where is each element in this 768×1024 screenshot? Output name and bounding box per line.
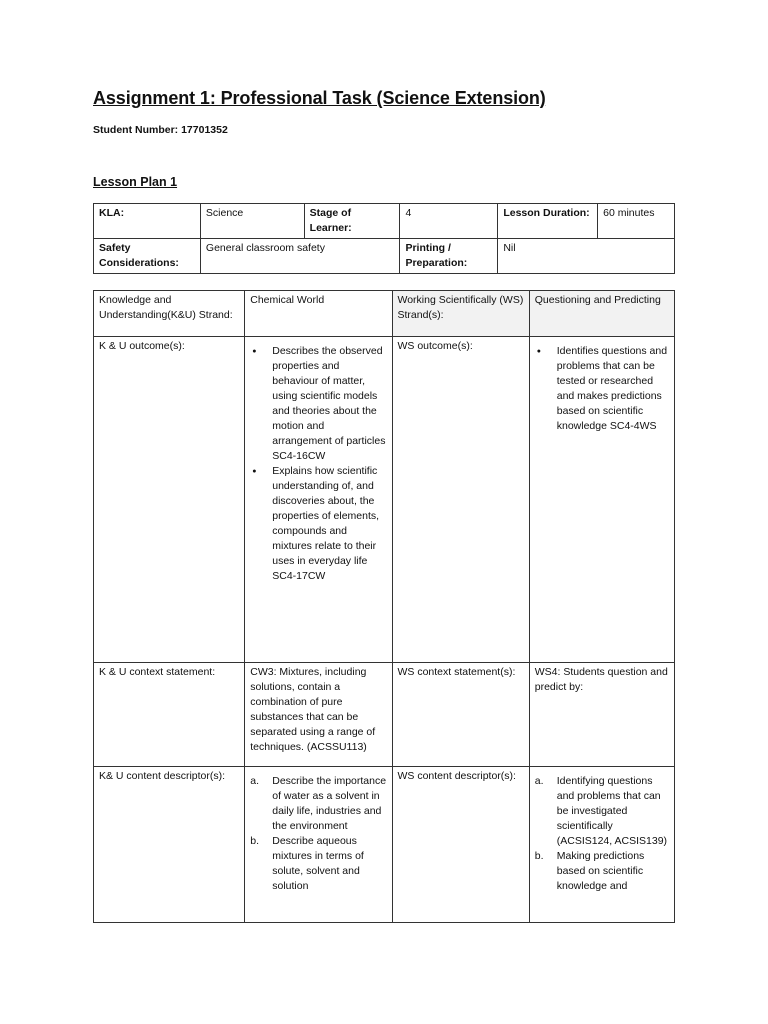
- stage-value: 4: [400, 204, 498, 239]
- safety-label: Safety Considerations:: [94, 239, 201, 274]
- ku-outcome-list: [250, 344, 386, 584]
- ku-outcome-cell: [245, 337, 392, 663]
- list-marker: a.: [534, 775, 544, 787]
- ku-strand-value: Chemical World: [245, 291, 392, 337]
- ws-context-value: WS4: Students question and predict by:: [529, 663, 674, 767]
- kla-value: Science: [200, 204, 304, 239]
- list-text: Describe the importance of water as a solvent in daily life, industries and the environment: [272, 775, 387, 832]
- table-row: [94, 239, 675, 274]
- ws-outcome-label: WS outcome(s):: [392, 337, 529, 663]
- table-row: [94, 767, 675, 923]
- table-row: [94, 663, 675, 767]
- list-item: [534, 849, 669, 894]
- list-text: Making predictions based on scientific knowledge and: [556, 850, 645, 892]
- kla-label: KLA:: [94, 204, 201, 239]
- ku-content-label: K& U content descriptor(s):: [94, 767, 245, 923]
- list-marker: b.: [250, 835, 260, 847]
- list-marker: b.: [534, 850, 544, 862]
- outcomes-table: [93, 290, 675, 923]
- ws-context-label: WS context statement(s):: [392, 663, 529, 767]
- ws-outcome-cell: [529, 337, 674, 663]
- duration-label: Lesson Duration:: [498, 204, 598, 239]
- ku-strand-label: Knowledge and Understanding(K&U) Strand:: [94, 291, 245, 337]
- ws-content-label: WS content descriptor(s):: [392, 767, 529, 923]
- list-item: ● Explains how scientific understanding of, and discoveries about, the properties of elements, compounds and mixtures relate to their uses in everyday life SC4-17CW: [272, 464, 386, 584]
- list-text: Describe aqueous mixtures in terms of solute, solvent and solution: [272, 835, 364, 892]
- ws-strand-label: Working Scientifically (WS) Strand(s):: [392, 291, 529, 337]
- lesson-info-table: [93, 203, 675, 274]
- safety-value: General classroom safety: [200, 239, 400, 274]
- list-item: [250, 774, 387, 834]
- list-item: ● Describes the observed properties and behaviour of matter, using scientific models and theories about the motion and arrangement of particles SC4-16CW: [272, 344, 386, 464]
- list-marker: a.: [250, 775, 260, 787]
- ku-context-label: K & U context statement:: [94, 663, 245, 767]
- stage-label: Stage of Learner:: [304, 204, 400, 239]
- printing-value: Nil: [498, 239, 675, 274]
- ku-outcome-label: K & U outcome(s):: [94, 337, 245, 663]
- list-item: ● Identifies questions and problems that can be tested or researched and makes predictions based on scientific knowledge SC4-4WS: [557, 344, 669, 434]
- ws-strand-value: Questioning and Predicting: [529, 291, 674, 337]
- lesson-plan-title: Lesson Plan 1: [93, 175, 178, 189]
- table-row: [94, 204, 675, 239]
- table-row: [94, 337, 675, 663]
- list-item: [250, 834, 386, 894]
- student-number: Student Number: 17701352: [93, 124, 228, 136]
- duration-value: 60 minutes: [598, 204, 675, 239]
- ku-content-cell: [245, 767, 392, 923]
- list-text: Identifying questions and problems that can be investigated scientifically (ACSIS124, ACSIS139): [556, 775, 668, 847]
- ku-content-list: [250, 774, 386, 894]
- list-item: [534, 774, 669, 849]
- ws-content-list: [535, 774, 669, 894]
- ws-content-cell: [529, 767, 674, 923]
- ku-context-value: CW3: Mixtures, including solutions, contain a combination of pure substances that can be separated using a range of techniques. (ACSSU113): [245, 663, 392, 767]
- ws-outcome-list: [535, 344, 669, 434]
- table-row: [94, 291, 675, 337]
- document-title: Assignment 1: Professional Task (Science Extension): [93, 88, 546, 108]
- printing-label: Printing / Preparation:: [400, 239, 498, 274]
